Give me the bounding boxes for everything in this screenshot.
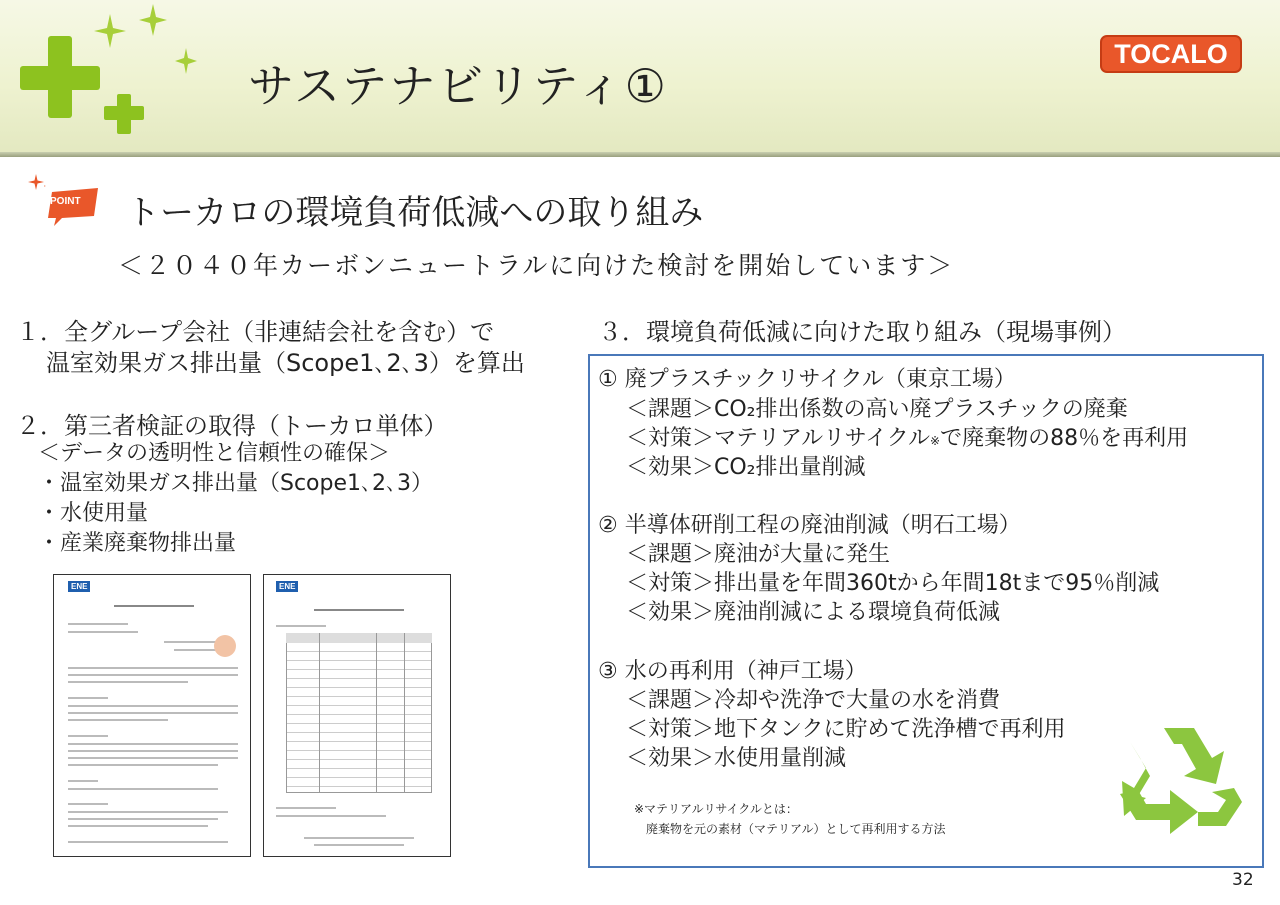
case2-title: ② 半導体研削工程の廃油削減（明石工場） [598, 513, 1021, 538]
case2-issue: ＜課題＞廃油が大量に発生 [626, 542, 891, 567]
sparkle-icon [28, 174, 44, 190]
section3-heading: ３．環境負荷低減に向けた取り組み（現場事例） [598, 318, 1126, 346]
lead-text: ＜２０４０年カーボンニュートラルに向けた検討を開始しています＞ [118, 251, 955, 280]
bullet-item: ・温室効果ガス排出量（Scope1､2､3） [38, 471, 434, 496]
page-number: 32 [1232, 870, 1254, 890]
case2-measure: ＜対策＞排出量を年間360tから年間18tまで95％削減 [626, 571, 1160, 596]
case1-issue: ＜課題＞CO₂排出係数の高い廃プラスチックの廃棄 [626, 397, 1128, 422]
bullet-item: ・産業廃棄物排出量 [38, 531, 237, 556]
sparkle-cross-icon [0, 0, 240, 160]
ene-logo: ENE [276, 581, 298, 592]
item2-title: ２．第三者検証の取得（トーカロ単体） [16, 412, 448, 440]
item2-subtitle: ＜データの透明性と信頼性の確保＞ [38, 441, 391, 466]
section-subtitle: トーカロの環境負荷低減への取り組み [126, 193, 704, 233]
item1-line1: １．全グループ会社（非連結会社を含む）で [16, 318, 495, 346]
ene-logo: ENE [68, 581, 90, 592]
case3-measure: ＜対策＞地下タンクに貯めて洗浄槽で再利用 [626, 717, 1066, 742]
case1-measure: ＜対策＞マテリアルリサイクル※で廃棄物の88％を再利用 [626, 426, 1189, 451]
item1-line2: 温室効果ガス排出量（Scope1､2､3）を算出 [46, 349, 525, 377]
case1-effect: ＜効果＞CO₂排出量削減 [626, 455, 866, 480]
footnote-body: 廃棄物を元の素材（マテリアル）として再利用する方法 [646, 822, 946, 836]
case3-issue: ＜課題＞冷却や洗浄で大量の水を消費 [626, 688, 1001, 713]
footnote-title: ※マテリアルリサイクルとは： [634, 802, 798, 816]
case3-title: ③ 水の再利用（神戸工場） [598, 659, 867, 684]
tocalo-logo: TOCALO [1100, 35, 1242, 73]
case2-effect: ＜効果＞廃油削減による環境負荷低減 [626, 600, 1001, 625]
bullet-item: ・水使用量 [38, 501, 149, 526]
verification-annex-thumbnail [263, 574, 451, 857]
page-title: サステナビリティ① [248, 59, 668, 113]
verification-report-thumbnail [53, 574, 251, 857]
recycle-icon [1116, 722, 1246, 840]
case1-title: ① 廃プラスチックリサイクル（東京工場） [598, 367, 1016, 392]
case3-effect: ＜効果＞水使用量削減 [626, 746, 847, 771]
point-label: POINT [50, 196, 81, 207]
